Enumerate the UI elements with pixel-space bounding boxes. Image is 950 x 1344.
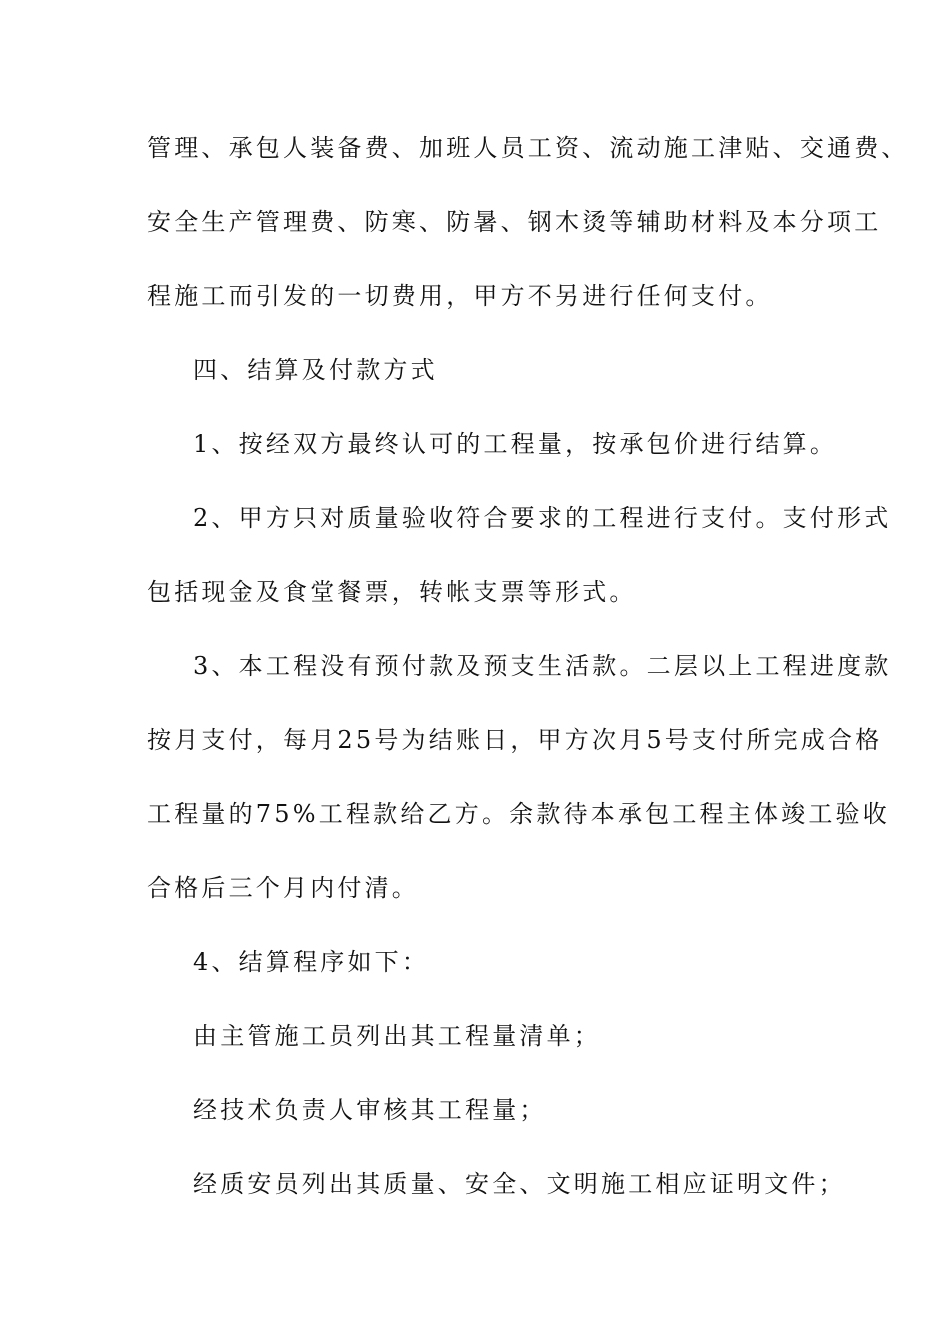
clause-3-line-3: 工程量的75%工程款给乙方。余款待本承包工程主体竣工验收 [147, 800, 890, 828]
clause-4: 4、结算程序如下： [193, 948, 430, 976]
document-body [147, 128, 909, 1238]
clause-1: 1、按经双方最终认可的工程量，按承包价进行结算。 [193, 430, 838, 458]
clause-3-start: 3、本工程没有预付款及预支生活款。二层以上工程进度款 [193, 652, 892, 680]
procedure-step-1: 由主管施工员列出其工程量清单； [193, 1022, 601, 1050]
text-line-2: 安全生产管理费、防寒、防暑、钢木烫等辅助材料及本分项工 [147, 208, 882, 236]
section-heading-settlement: 四、结算及付款方式 [193, 356, 438, 384]
clause-3-line-2: 按月支付，每月25号为结账日，甲方次月5号支付所完成合格 [147, 726, 883, 754]
clause-3-line-4: 合格后三个月内付清。 [147, 874, 419, 902]
text-line-3: 程施工而引发的一切费用，甲方不另进行任何支付。 [147, 282, 773, 310]
clause-2-continued: 包括现金及食堂餐票，转帐支票等形式。 [147, 578, 637, 606]
procedure-step-3: 经质安员列出其质量、安全、文明施工相应证明文件； [193, 1170, 846, 1198]
text-line-1: 管理、承包人装备费、加班人员工资、流动施工津贴、交通费、 [147, 134, 909, 162]
clause-2-start: 2、甲方只对质量验收符合要求的工程进行支付。支付形式 [193, 504, 892, 532]
procedure-step-2: 经技术负责人审核其工程量； [193, 1096, 547, 1124]
